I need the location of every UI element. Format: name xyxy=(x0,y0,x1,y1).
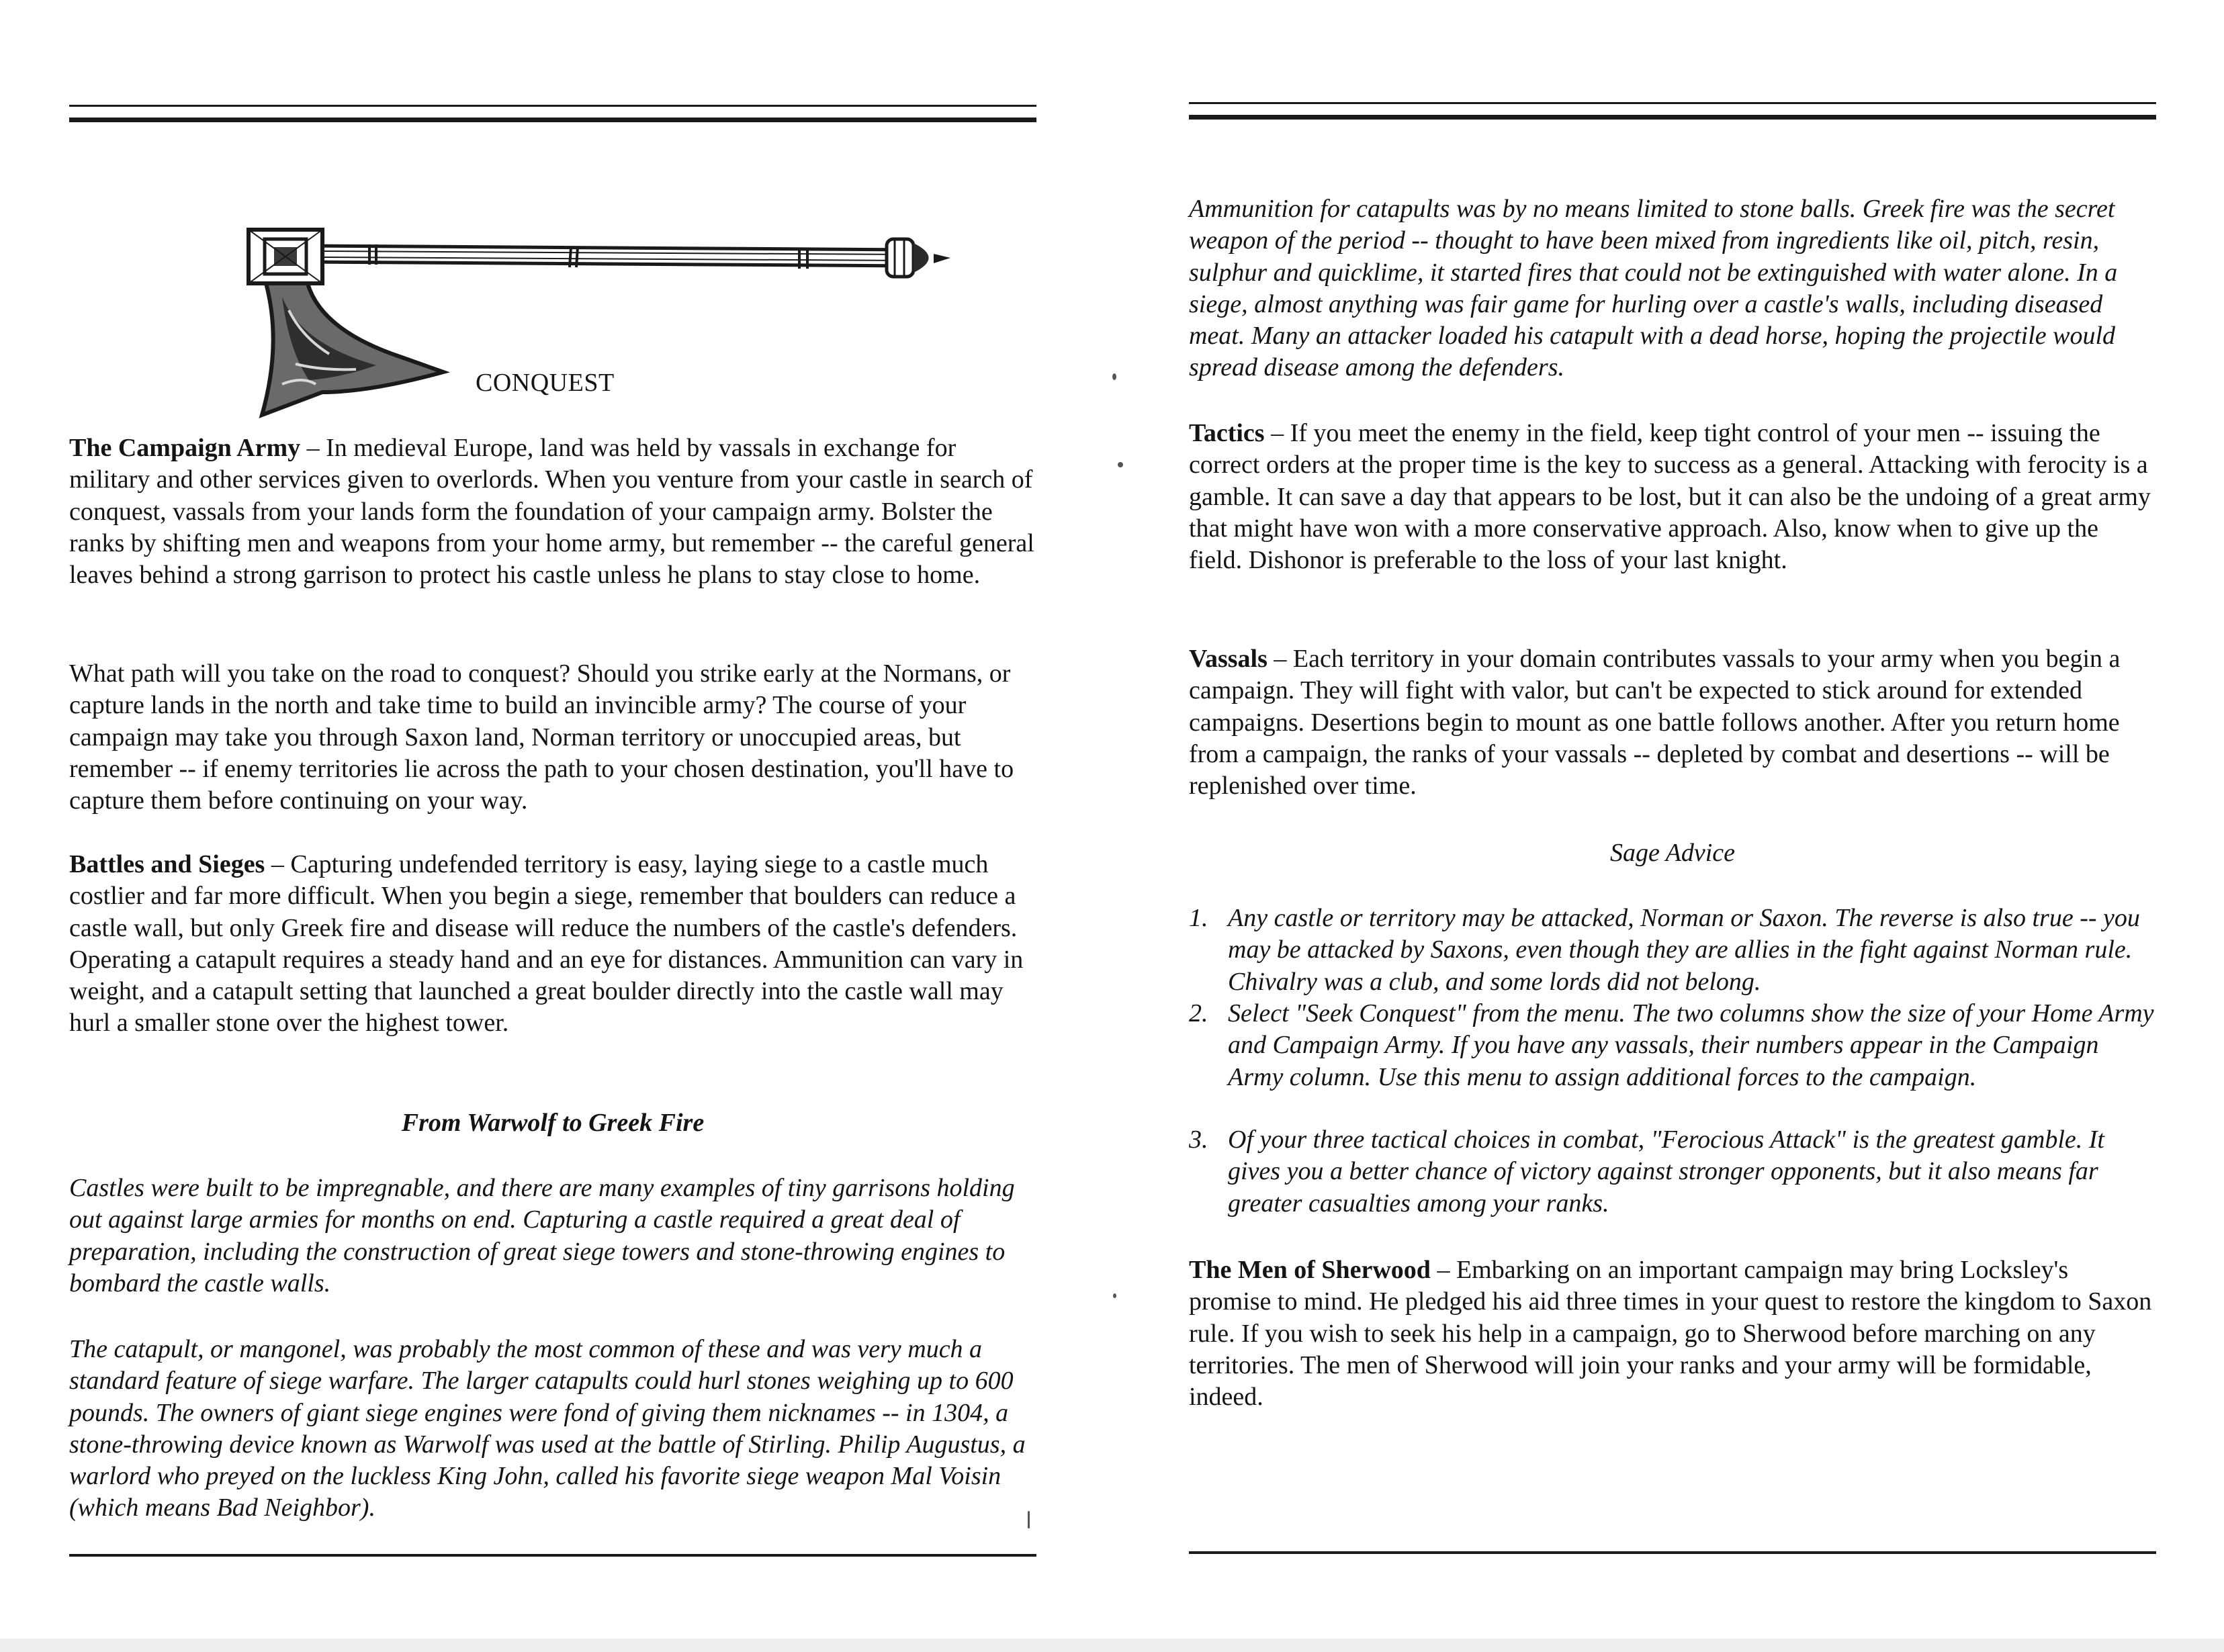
top-rule xyxy=(69,105,1036,122)
list-item xyxy=(1189,998,2156,1093)
battles-sieges-paragraph xyxy=(69,849,1036,1040)
top-rule xyxy=(1189,102,2156,120)
list-item-text: Any castle or territory may be attacked, Norman or Saxon. The reverse is also true -- you may be attacked by Saxons, even though they are allies in the fight against Norman rule. Chivalry was a club, and some lords did not belong. xyxy=(1228,904,2140,996)
ammunition-paragraph: Ammunition for catapults was by no means limited to stone balls. Greek fire was the secret weapon of the period -- thought to have been mixed from ingredients like oil, pitch, resin, sulphur and quicklime, it started fires that could not be extinguished with water alone. In a siege, almost anything was fair game for hurling over a castle's walls, including diseased meat. Many an attacker loaded his catapult with a dead horse, hoping the projectile would spread disease among the defenders. xyxy=(1189,195,2118,382)
battles-sieges-heading: Battles and Sieges xyxy=(69,850,265,878)
page-title: CONQUEST xyxy=(476,369,615,397)
list-item-number: 1. xyxy=(1189,904,1208,932)
left-page xyxy=(69,0,1036,1652)
campaign-army-text: – In medieval Europe, land was held by vassals in exchange for military and other services given to overlords. When you venture from your castle in search of conquest, vassals from your lands form the foundation of your campaign army. Bolster the ranks by shifting men and weapons from your home army, but remember -- the careful general leaves behind a strong garrison to protect his castle unless he plans to stay close to home. xyxy=(69,434,1034,590)
tactics-heading: Tactics xyxy=(1189,419,1265,447)
scan-speck xyxy=(1113,1293,1116,1298)
campaign-army-paragraph xyxy=(69,432,1036,591)
castles-paragraph: Castles were built to be impregnable, and there are many examples of tiny garrisons holding out against large armies for months on end. Capturing a castle required a great deal of preparation, including the construction of great siege towers and stone-throwing engines to bombard the castle walls. xyxy=(69,1174,1015,1297)
road-to-conquest-paragraph: What path will you take on the road to conquest? Should you strike early at the Normans, or capture lands in the north and take time to build an invincible army? The course of your campaign may take you through Saxon land, Norman territory or unoccupied areas, but remember -- if enemy territories lie across the path to your chosen destination, you'll have to capture them before continuing on your way. xyxy=(69,659,1014,815)
list-item-text: Select "Seek Conquest" from the menu. The two columns show the size of your Home Army and Campaign Army. If you have any vassals, their numbers appear in the Campaign Army column. Use this menu to assign additional forces to the campaign. xyxy=(1228,999,2154,1091)
sidebar-heading: From Warwolf to Greek Fire xyxy=(401,1109,705,1137)
sage-advice-heading: Sage Advice xyxy=(1609,839,1736,867)
list-item xyxy=(1189,903,2156,998)
tactics-text: – If you meet the enemy in the field, keep tight control of your men -- issuing the correct orders at the proper time is the key to success as a general. Attacking with ferocity is a gamble. It can save a day that appears to be lost, but it can also be the undoing of a great army that might have won with a more conservative approach. Also, know when to give up the field. Dishonor is preferable to the loss of your last knight. xyxy=(1189,419,2151,575)
bottom-rule xyxy=(69,1554,1036,1557)
list-item xyxy=(1189,1124,2156,1220)
right-page xyxy=(1189,0,2156,1652)
vassals-heading: Vassals xyxy=(1189,645,1267,673)
battles-sieges-text: – Capturing undefended territory is easy, laying siege to a castle much costlier and far more difficult. When you begin a siege, remember that boulders can reduce a castle wall, but only Greek fire and disease will reduce the numbers of the castle's defenders. Operating a catapult requires a steady hand and an eye for distances. Ammunition can vary in weight, and a catapult setting that launched a great boulder directly into the castle wall may hurl a smaller stone over the highest tower. xyxy=(69,850,1024,1038)
list-item-number: 2. xyxy=(1189,999,1208,1027)
sherwood-text: – Embarking on an important campaign may bring Locksley's promise to mind. He pledged his aid three times in your quest to restore the kingdom to Saxon rule. If you wish to seek his help in a campaign, go to Sherwood before marching on any territories. The men of Sherwood will join your ranks and your army will be formidable, indeed. xyxy=(1189,1256,2152,1412)
tactics-paragraph xyxy=(1189,418,2156,576)
sherwood-heading: The Men of Sherwood xyxy=(1189,1256,1431,1284)
scan-speck xyxy=(1118,462,1123,467)
vassals-paragraph xyxy=(1189,643,2156,802)
campaign-army-heading: The Campaign Army xyxy=(69,434,301,462)
scan-edge xyxy=(0,1639,2224,1652)
bottom-rule xyxy=(1189,1551,2156,1554)
catapult-paragraph: The catapult, or mangonel, was probably the most common of these and was very much a standard feature of siege warfare. The larger catapults could hurl stones weighing up to 600 pounds. The owners of giant siege engines were fond of giving them nicknames -- in 1304, a stone-throwing device known as Warwolf was used at the battle of Stirling. Philip Augustus, a warlord who preyed on the luckless King John, called his favorite siege weapon Mal Voisin (which means Bad Neighbor). xyxy=(69,1335,1026,1522)
vassals-text: – Each territory in your domain contributes vassals to your army when you begin a campaign. They will fight with valor, but can't be expected to stick around for extended campaigns. Desertions begin to mount as one battle follows another. After you return home from a campaign, the ranks of your vassals -- depleted by combat and desertions -- will be replenished over time. xyxy=(1189,645,2121,800)
scan-speck xyxy=(1028,1511,1030,1528)
list-item-text: Of your three tactical choices in combat, "Ferocious Attack" is the greatest gamble. It gives you a better chance of victory against stronger opponents, but it also means far greater casualties among your ranks. xyxy=(1228,1126,2104,1218)
sherwood-paragraph xyxy=(1189,1254,2156,1413)
scan-speck xyxy=(1112,373,1116,380)
list-item-number: 3. xyxy=(1189,1126,1208,1154)
